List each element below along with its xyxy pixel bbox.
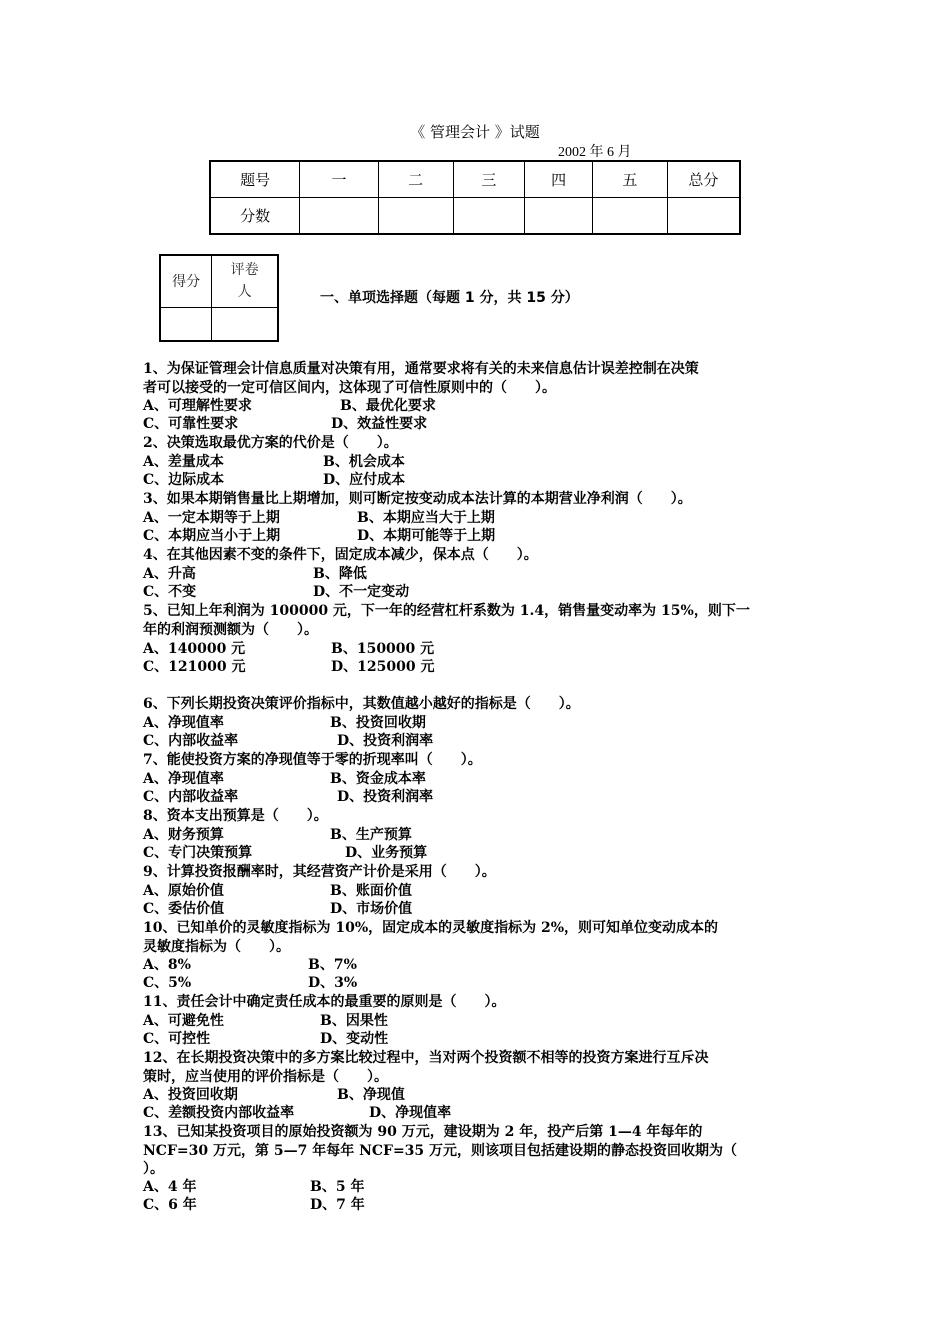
section-title: 一、单项选择题（每题 1 分，共 15 分） (320, 290, 579, 306)
question-text: 1、为保证管理会计信息质量对决策有用，通常要求将有关的未来信息估计误差控制在决策 (143, 361, 699, 377)
question-10 (143, 919, 808, 956)
option-d[interactable]: D、125000 元 (331, 659, 435, 675)
score-cell: 五 (593, 161, 668, 198)
score-cell: 题号 (210, 161, 300, 198)
question-4: 4、在其他因素不变的条件下，固定成本减少，保本点（ ）。 (143, 547, 538, 563)
grader-name-entry[interactable] (212, 307, 278, 341)
grader-name-label: 评卷人 (212, 255, 278, 307)
question-8: 8、资本支出预算是（ ）。 (143, 808, 328, 824)
question-2: 2、决策选取最优方案的代价是（ ）。 (143, 435, 398, 451)
score-table (209, 160, 741, 235)
question-text: NCF=30 万元，第 5—7 年每年 NCF=35 万元，则该项目包括建设期的静态投资回收期为（ (143, 1142, 738, 1159)
option-d[interactable]: D、3% (308, 975, 358, 991)
option-b[interactable]: B、资金成本率 (330, 771, 426, 787)
score-entry-cell[interactable] (300, 198, 379, 235)
question-text: 10、已知单价的灵敏度指标为 10%，固定成本的灵敏度指标为 2%，则可知单位变动成本的 (143, 920, 719, 936)
grader-score-entry[interactable] (160, 307, 212, 341)
score-cell: 总分 (667, 161, 740, 198)
option-c[interactable]: C、可靠性要求 (143, 416, 239, 432)
score-entry-cell[interactable] (378, 198, 453, 235)
option-d[interactable]: D、7 年 (310, 1197, 365, 1213)
option-a[interactable]: A、原始价值 (143, 883, 224, 899)
question-text: 灵敏度指标为（ ）。 (143, 938, 290, 955)
option-d[interactable]: D、投资利润率 (337, 789, 434, 805)
option-d[interactable]: D、变动性 (320, 1031, 389, 1047)
option-c[interactable]: C、专门决策预算 (143, 845, 253, 861)
option-b[interactable]: B、投资回收期 (330, 715, 426, 731)
option-a[interactable]: A、净现值率 (143, 715, 224, 731)
score-entry-cell[interactable] (453, 198, 525, 235)
option-a[interactable]: A、投资回收期 (143, 1087, 238, 1103)
option-a[interactable]: A、可避免性 (143, 1013, 224, 1029)
question-1 (143, 360, 808, 397)
option-c[interactable]: C、6 年 (143, 1197, 197, 1213)
score-cell: 二 (378, 161, 453, 198)
question-7: 7、能使投资方案的净现值等于零的折现率叫（ ）。 (143, 752, 482, 768)
question-12 (143, 1049, 808, 1086)
option-c[interactable]: C、边际成本 (143, 472, 225, 488)
option-a[interactable]: A、140000 元 (143, 641, 246, 657)
score-table-header-row (210, 161, 740, 198)
option-d[interactable]: D、效益性要求 (331, 416, 428, 432)
score-entry-cell[interactable] (593, 198, 668, 235)
question-text: ）。 (143, 1161, 164, 1177)
question-text: 5、已知上年利润为 100000 元，下一年的经营杠杆系数为 1.4，销售量变动率为 15%，则下一 (143, 603, 750, 619)
option-b[interactable]: B、降低 (313, 566, 367, 582)
option-d[interactable]: D、业务预算 (345, 845, 428, 861)
option-c[interactable]: C、内部收益率 (143, 733, 239, 749)
option-c[interactable]: C、不变 (143, 584, 197, 600)
score-cell: 四 (525, 161, 593, 198)
option-d[interactable]: D、投资利润率 (337, 733, 434, 749)
grader-score-label: 得分 (160, 255, 212, 307)
option-a[interactable]: A、4 年 (143, 1179, 197, 1195)
option-d[interactable]: D、市场价值 (330, 901, 413, 917)
question-6: 6、下列长期投资决策评价指标中，其数值越小越好的指标是（ ）。 (143, 696, 580, 712)
option-b[interactable]: B、7% (308, 957, 357, 973)
option-d[interactable]: D、不一定变动 (313, 584, 410, 600)
question-text: 策时，应当使用的评价指标是（ ）。 (143, 1068, 388, 1085)
question-11: 11、责任会计中确定责任成本的最重要的原则是（ ）。 (143, 994, 506, 1010)
exam-date: 2002 年 6 月 (558, 145, 632, 160)
option-b[interactable]: B、最优化要求 (340, 398, 436, 414)
score-cell: 三 (453, 161, 525, 198)
option-a[interactable]: A、可理解性要求 (143, 398, 252, 414)
score-row-label: 分数 (210, 198, 300, 235)
option-c[interactable]: C、委估价值 (143, 901, 225, 917)
question-text: 12、在长期投资决策中的多方案比较过程中，当对两个投资额不相等的投资方案进行互斥决 (143, 1050, 709, 1066)
score-entry-cell[interactable] (525, 198, 593, 235)
question-text: 者可以接受的一定可信区间内，这体现了可信性原则中的（ ）。 (143, 379, 556, 396)
grader-table (159, 254, 279, 342)
option-a[interactable]: A、财务预算 (143, 827, 224, 843)
option-b[interactable]: B、净现值 (337, 1087, 405, 1103)
question-9: 9、计算投资报酬率时，其经营资产计价是采用（ ）。 (143, 864, 496, 880)
question-text: 年的利润预测额为（ ）。 (143, 621, 318, 638)
option-c[interactable]: C、5% (143, 975, 192, 991)
question-3: 3、如果本期销售量比上期增加，则可断定按变动成本法计算的本期营业净利润（ ）。 (143, 491, 692, 507)
question-5 (143, 602, 808, 639)
score-cell: 一 (300, 161, 379, 198)
option-a[interactable]: A、8% (143, 957, 191, 973)
option-a[interactable]: A、升高 (143, 566, 196, 582)
option-a[interactable]: A、差量成本 (143, 454, 224, 470)
score-entry-cell[interactable] (667, 198, 740, 235)
option-b[interactable]: B、本期应当大于上期 (357, 510, 495, 526)
option-a[interactable]: A、净现值率 (143, 771, 224, 787)
option-c[interactable]: C、内部收益率 (143, 789, 239, 805)
option-b[interactable]: B、5 年 (310, 1179, 365, 1195)
option-b[interactable]: B、账面价值 (330, 883, 412, 899)
question-text: 13、已知某投资项目的原始投资额为 90 万元，建设期为 2 年，投产后第 1—4 年每年的 (143, 1124, 703, 1140)
option-c[interactable]: C、可控性 (143, 1031, 211, 1047)
option-c[interactable]: C、本期应当小于上期 (143, 528, 281, 544)
option-b[interactable]: B、生产预算 (330, 827, 412, 843)
option-c[interactable]: C、121000 元 (143, 659, 246, 675)
option-d[interactable]: D、净现值率 (369, 1105, 452, 1121)
score-table-score-row (210, 198, 740, 235)
question-13 (143, 1123, 808, 1179)
option-a[interactable]: A、一定本期等于上期 (143, 510, 280, 526)
option-b[interactable]: B、因果性 (320, 1013, 388, 1029)
option-c[interactable]: C、差额投资内部收益率 (143, 1105, 295, 1121)
exam-title: 《 管理会计 》试题 (410, 123, 540, 141)
option-d[interactable]: D、应付成本 (323, 472, 406, 488)
option-d[interactable]: D、本期可能等于上期 (357, 528, 496, 544)
option-b[interactable]: B、150000 元 (331, 641, 435, 657)
option-b[interactable]: B、机会成本 (323, 454, 405, 470)
